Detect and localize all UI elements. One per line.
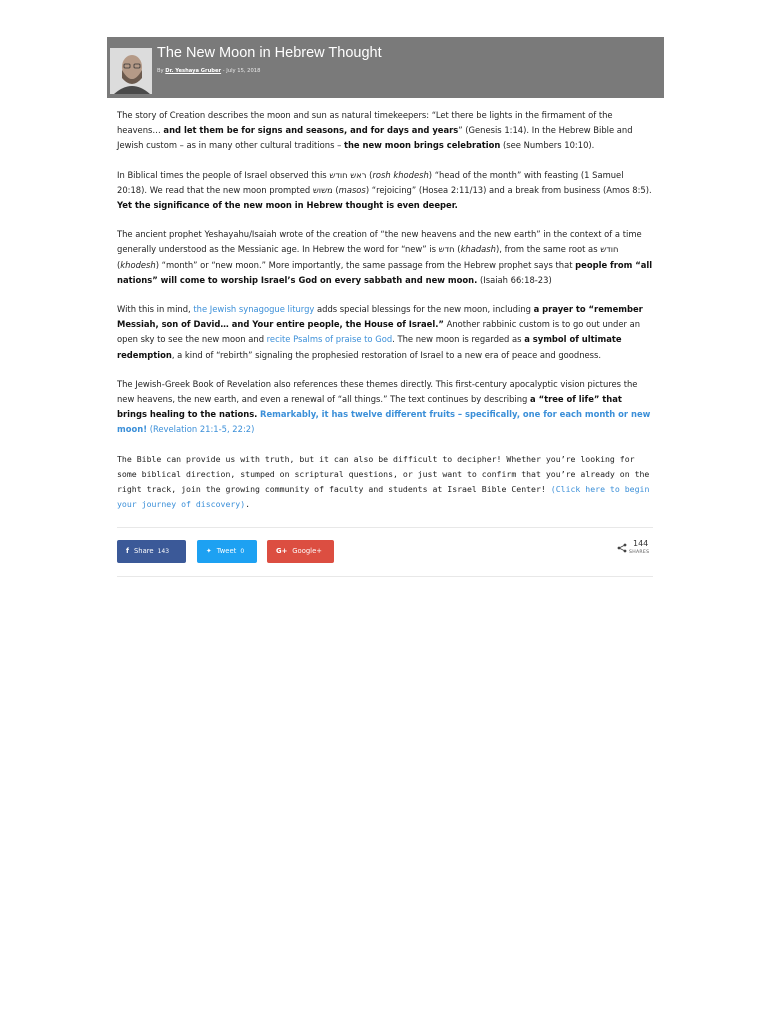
text: . (245, 498, 251, 509)
bold-text: people from “all nations” will come to worship Israel’s God on every sabbath and new moon. (117, 259, 653, 285)
text: The Bible can provide us with truth, but it can also be difficult to decipher! Whether you’re looking for some biblical direction, stumped on scriptural questions, or just want to confirm that you’re already on the right track, join the growing community of faculty and students at Israel Bible Center! (117, 453, 650, 494)
bold-text: a “tree of life” that brings healing to the nations. (117, 394, 622, 420)
google-plus-button[interactable] (267, 540, 334, 563)
italic-text: rosh khodesh (372, 169, 429, 180)
hebrew-text: חודש (600, 244, 619, 255)
post-date: July 15, 2018 (226, 68, 261, 74)
paragraph-1 (117, 108, 653, 154)
bold-text: the new moon brings celebration (343, 140, 501, 151)
bold-text: a prayer to “remember Messiah, son of David… and Your entire people, the House of Israel.” (117, 304, 643, 330)
share-icon (617, 543, 627, 553)
text: The ancient prophet Yeshayahu/Isaiah wrote of the creation of “the new heavens and the new earth” in the context of a time generally understood as the Messianic age. In Hebrew the word for “new” is (117, 229, 642, 255)
text: The Jewish-Greek Book of Revelation also references these themes directly. This first-century apocalyptic vision pictures the new heavens, the new earth, and even a renewal of “all things.” The text continues by describing (117, 378, 638, 405)
twelve-fruits-link[interactable]: Remarkably, it has twelve different fruits – specifically, one for each month or new moon! (117, 409, 651, 435)
share-label: Share (133, 547, 154, 555)
author-link[interactable]: Dr. Yeshaya Gruber (165, 68, 222, 74)
synagogue-liturgy-link[interactable]: the Jewish synagogue liturgy (193, 304, 315, 315)
tweet-count: 0 (240, 548, 245, 555)
post-header (107, 37, 664, 98)
text: With this in mind, (117, 304, 194, 315)
total-shares-label: SHARES (629, 550, 650, 555)
tweet-label: Tweet (216, 547, 237, 555)
byline-prefix: By (157, 68, 164, 74)
text: ( (332, 184, 339, 195)
italic-text: khodesh (120, 259, 156, 270)
journey-link[interactable]: (Click here to begin your journey of discovery) (117, 483, 650, 509)
paragraph-4 (117, 302, 653, 363)
text: ” (Genesis 1:14). In the Hebrew Bible and Jewish custom – as in many other cultural traditions – (117, 125, 633, 151)
text: (see Numbers 10:10). (500, 140, 595, 151)
divider-top (117, 527, 653, 528)
google-label: Google+ (292, 547, 322, 555)
bold-text: and let them be for signs and seasons, and for days and years (163, 125, 459, 136)
call-to-action (117, 452, 653, 512)
paragraph-3 (117, 227, 653, 288)
text: ( (454, 244, 461, 255)
text: In Biblical times the people of Israel observed this (117, 169, 330, 180)
hebrew-text: משוש (312, 184, 333, 195)
italic-text: masos (338, 184, 366, 195)
total-shares (617, 538, 655, 560)
facebook-share-button[interactable] (117, 540, 186, 563)
article-body (117, 108, 653, 526)
paragraph-5 (117, 377, 653, 438)
author-avatar[interactable] (110, 48, 152, 94)
byline (157, 68, 260, 74)
text: ) “month” or “new moon.” More importantly, the same passage from the Hebrew prophet says that (155, 259, 576, 270)
text: Another rabbinic custom is to go out under an open sky to see the new moon and (117, 319, 641, 345)
text: ( (366, 169, 373, 180)
text: ) “head of the month” with feasting (1 Samuel 20:18). We read that the new moon prompted (117, 169, 624, 195)
text: . The new moon is regarded as (392, 334, 525, 345)
text: ), from the same root as (495, 244, 601, 255)
revelation-link[interactable]: (Revelation 21:1-5, 22:2) (147, 424, 255, 435)
bold-text: Yet the significance of the new moon in Hebrew thought is even deeper. (117, 200, 458, 211)
text: ( (117, 259, 121, 270)
text: (Isaiah 66:18-23) (477, 274, 552, 285)
twitter-icon: ✦ (206, 547, 212, 555)
divider-bottom (117, 576, 653, 577)
total-shares-count: 144 (633, 539, 649, 548)
byline-separator: - (222, 68, 225, 74)
twitter-tweet-button[interactable] (197, 540, 257, 563)
text: The story of Creation describes the moon and sun as natural timekeepers: “Let there be lights in the firmament of the heavens… (117, 110, 613, 136)
text: adds special blessings for the new moon, including (314, 304, 534, 315)
text: , a kind of “rebirth” signaling the prophesied restoration of Israel to a new era of peace and goodness. (171, 349, 602, 360)
italic-text: khadash (460, 244, 496, 255)
bold-text: a symbol of ultimate redemption (117, 334, 622, 360)
author-photo-icon (110, 48, 152, 94)
text: ) “rejoicing” (Hosea 2:11/13) and a break from business (Amos 8:5). (365, 184, 652, 195)
psalms-link[interactable]: recite Psalms of praise to God (266, 334, 393, 345)
paragraph-2 (117, 168, 653, 214)
hebrew-text: חדש (438, 244, 455, 255)
post-title: The New Moon in Hebrew Thought (157, 45, 382, 61)
google-plus-icon: G+ (276, 547, 288, 555)
facebook-icon: f (126, 547, 129, 555)
share-count: 143 (157, 548, 170, 555)
hebrew-text: ראש חודש (329, 169, 367, 180)
